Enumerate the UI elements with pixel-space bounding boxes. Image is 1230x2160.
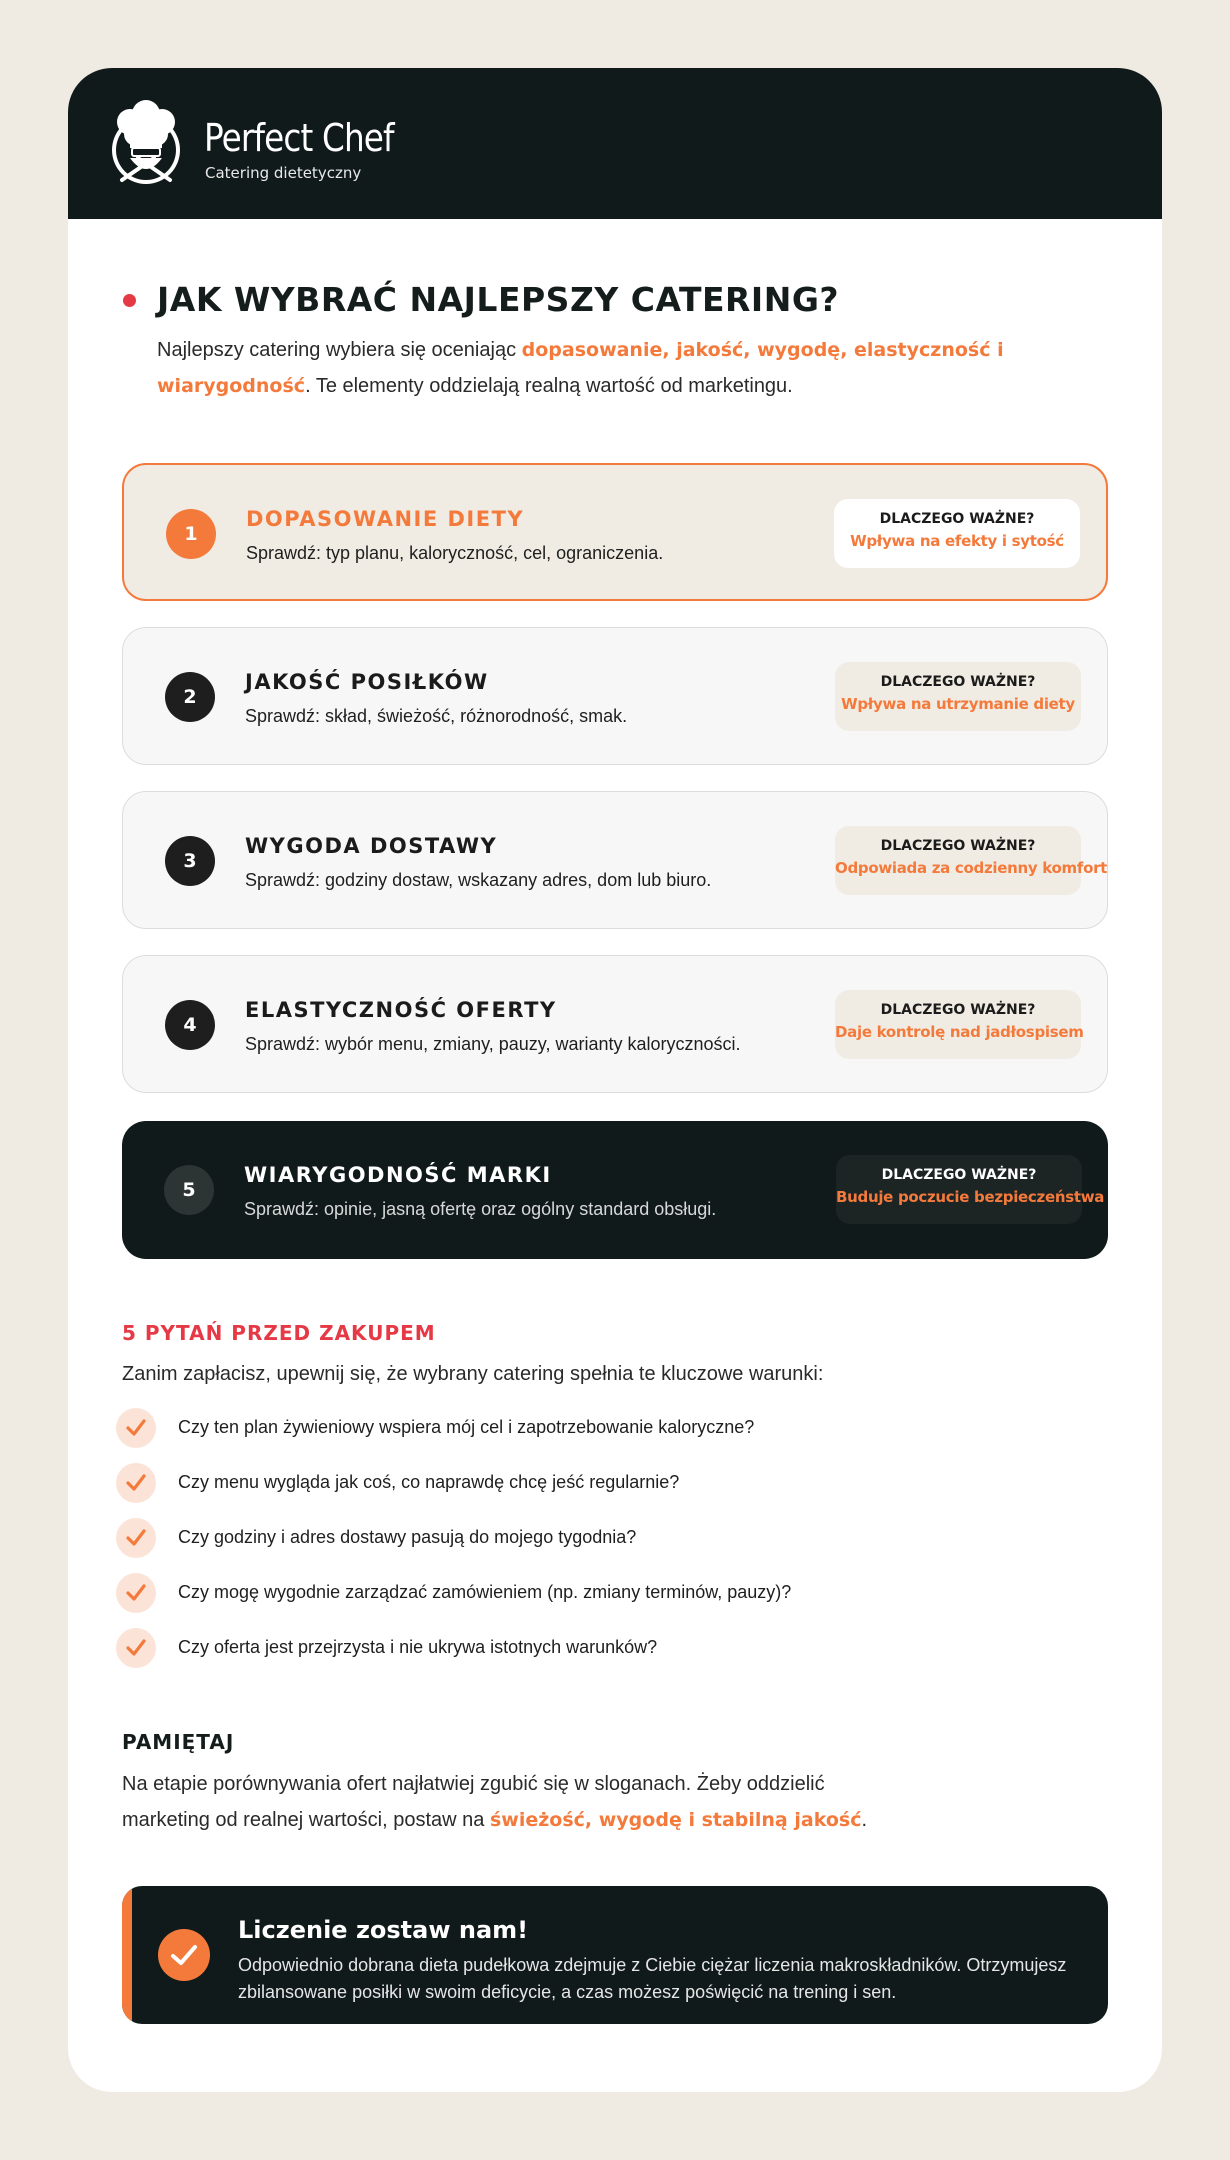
step-title: JAKOŚĆ POSIŁKÓW: [245, 670, 489, 694]
callout-title: Liczenie zostaw nam!: [238, 1916, 529, 1944]
why-label: DLACZEGO WAŻNE?: [880, 838, 1036, 854]
step-title: ELASTYCZNOŚĆ OFERTY: [245, 998, 557, 1022]
step-card-4: [122, 955, 1108, 1093]
callout-text: Odpowiednio dobrana dieta pudełkowa zdejmuje z Ciebie ciężar liczenia makroskładników. Otrzymujesz zbilansowane posiłki w swoim deficycie, a czas możesz poświęcić na trening i sen.: [238, 1955, 1067, 2002]
check-circle-icon: [158, 1929, 210, 1981]
step-description: Sprawdź: typ planu, kaloryczność, cel, ograniczenia.: [246, 543, 664, 563]
question-text: Czy oferta jest przejrzysta i nie ukrywa istotnych warunków?: [178, 1637, 658, 1657]
step-number: 5: [164, 1165, 214, 1215]
why-label: DLACZEGO WAŻNE?: [880, 1002, 1036, 1018]
intro-text-end: . Te elementy oddzielają realną wartość od marketingu.: [305, 375, 793, 397]
step-number: 1: [166, 509, 216, 559]
step-card-5: [122, 1121, 1108, 1259]
step-description: Sprawdź: opinie, jasną ofertę oraz ogólny standard obsługi.: [244, 1199, 717, 1219]
why-important-badge: [834, 499, 1080, 568]
remember-text-start: Na etapie porównywania ofert najłatwiej zgubić się w sloganach. Żeby oddzielić marketing od realnej wartości, postaw na: [122, 1773, 825, 1831]
intro-highlight: dopasowanie, jakość, wygodę, elastyczność i wiarygodność: [157, 339, 1004, 397]
check-icon: [116, 1628, 156, 1668]
step-number: 2: [165, 672, 215, 722]
question-text: Czy ten plan żywieniowy wspiera mój cel i zapotrzebowanie kaloryczne?: [178, 1417, 755, 1437]
step-number: 3: [165, 836, 215, 886]
why-value: Daje kontrolę nad jadłospisem: [835, 1023, 1084, 1041]
why-value: Odpowiada za codzienny komfort: [835, 859, 1108, 877]
step-description: Sprawdź: skład, świeżość, różnorodność, smak.: [245, 706, 628, 726]
question-item: [116, 1628, 1016, 1668]
why-value: Wpływa na efekty i sytość: [850, 532, 1064, 550]
question-item: [116, 1573, 1016, 1613]
question-item: [116, 1408, 1016, 1448]
check-icon: [116, 1408, 156, 1448]
remember-text-end: .: [861, 1809, 868, 1831]
intro-text-start: Najlepszy catering wybiera się oceniając: [157, 339, 522, 361]
step-description: Sprawdź: godziny dostaw, wskazany adres, dom lub biuro.: [245, 870, 712, 890]
question-item: [116, 1518, 1016, 1558]
why-important-badge: [835, 826, 1108, 895]
step-title: WIARYGODNOŚĆ MARKI: [244, 1163, 552, 1187]
title-bullet: [123, 294, 136, 307]
why-label: DLACZEGO WAŻNE?: [880, 674, 1036, 690]
why-important-badge: [835, 990, 1084, 1059]
remember-title: PAMIĘTAJ: [122, 1730, 235, 1754]
remember-highlight: świeżość, wygodę i stabilną jakość: [489, 1809, 862, 1831]
step-card-3: [122, 791, 1108, 929]
step-number: 4: [165, 1000, 215, 1050]
check-icon: [116, 1463, 156, 1503]
header-bar: [68, 68, 1162, 219]
page-title: JAK WYBRAĆ NAJLEPSZY CATERING?: [157, 280, 840, 319]
why-important-badge: [835, 662, 1081, 731]
question-text: Czy menu wygląda jak coś, co naprawdę chcę jeść regularnie?: [178, 1472, 680, 1492]
infographic-card: [68, 68, 1162, 2092]
why-value: Buduje poczucie bezpieczeństwa: [836, 1188, 1105, 1206]
remember-text: [122, 1766, 902, 1838]
callout-box: [122, 1886, 1108, 2024]
brand-tagline: Catering dietetyczny: [205, 164, 362, 182]
check-icon: [116, 1518, 156, 1558]
why-important-badge: [836, 1155, 1105, 1224]
step-title: DOPASOWANIE DIETY: [246, 507, 525, 531]
brand-name: Perfect Chef: [204, 116, 394, 160]
step-description: Sprawdź: wybór menu, zmiany, pauzy, warianty kaloryczności.: [245, 1034, 741, 1054]
why-value: Wpływa na utrzymanie diety: [841, 695, 1075, 713]
step-card-2: [122, 627, 1108, 765]
question-text: Czy godziny i adres dostawy pasują do mojego tygodnia?: [178, 1527, 637, 1547]
questions-intro: Zanim zapłacisz, upewnij się, że wybrany catering spełnia te kluczowe warunki:: [122, 1363, 824, 1385]
questions-title: 5 PYTAŃ PRZED ZAKUPEM: [122, 1321, 436, 1345]
question-text: Czy mogę wygodnie zarządzać zamówieniem (np. zmiany terminów, pauzy)?: [178, 1582, 792, 1602]
step-title: WYGODA DOSTAWY: [245, 834, 498, 858]
step-card-1: [122, 463, 1108, 601]
why-label: DLACZEGO WAŻNE?: [881, 1167, 1037, 1183]
callout-accent-bar: [122, 1886, 132, 2024]
question-item: [116, 1463, 1016, 1503]
why-label: DLACZEGO WAŻNE?: [879, 511, 1035, 527]
intro-text: [157, 332, 1017, 404]
chef-hat-icon: [108, 100, 184, 188]
check-icon: [116, 1573, 156, 1613]
